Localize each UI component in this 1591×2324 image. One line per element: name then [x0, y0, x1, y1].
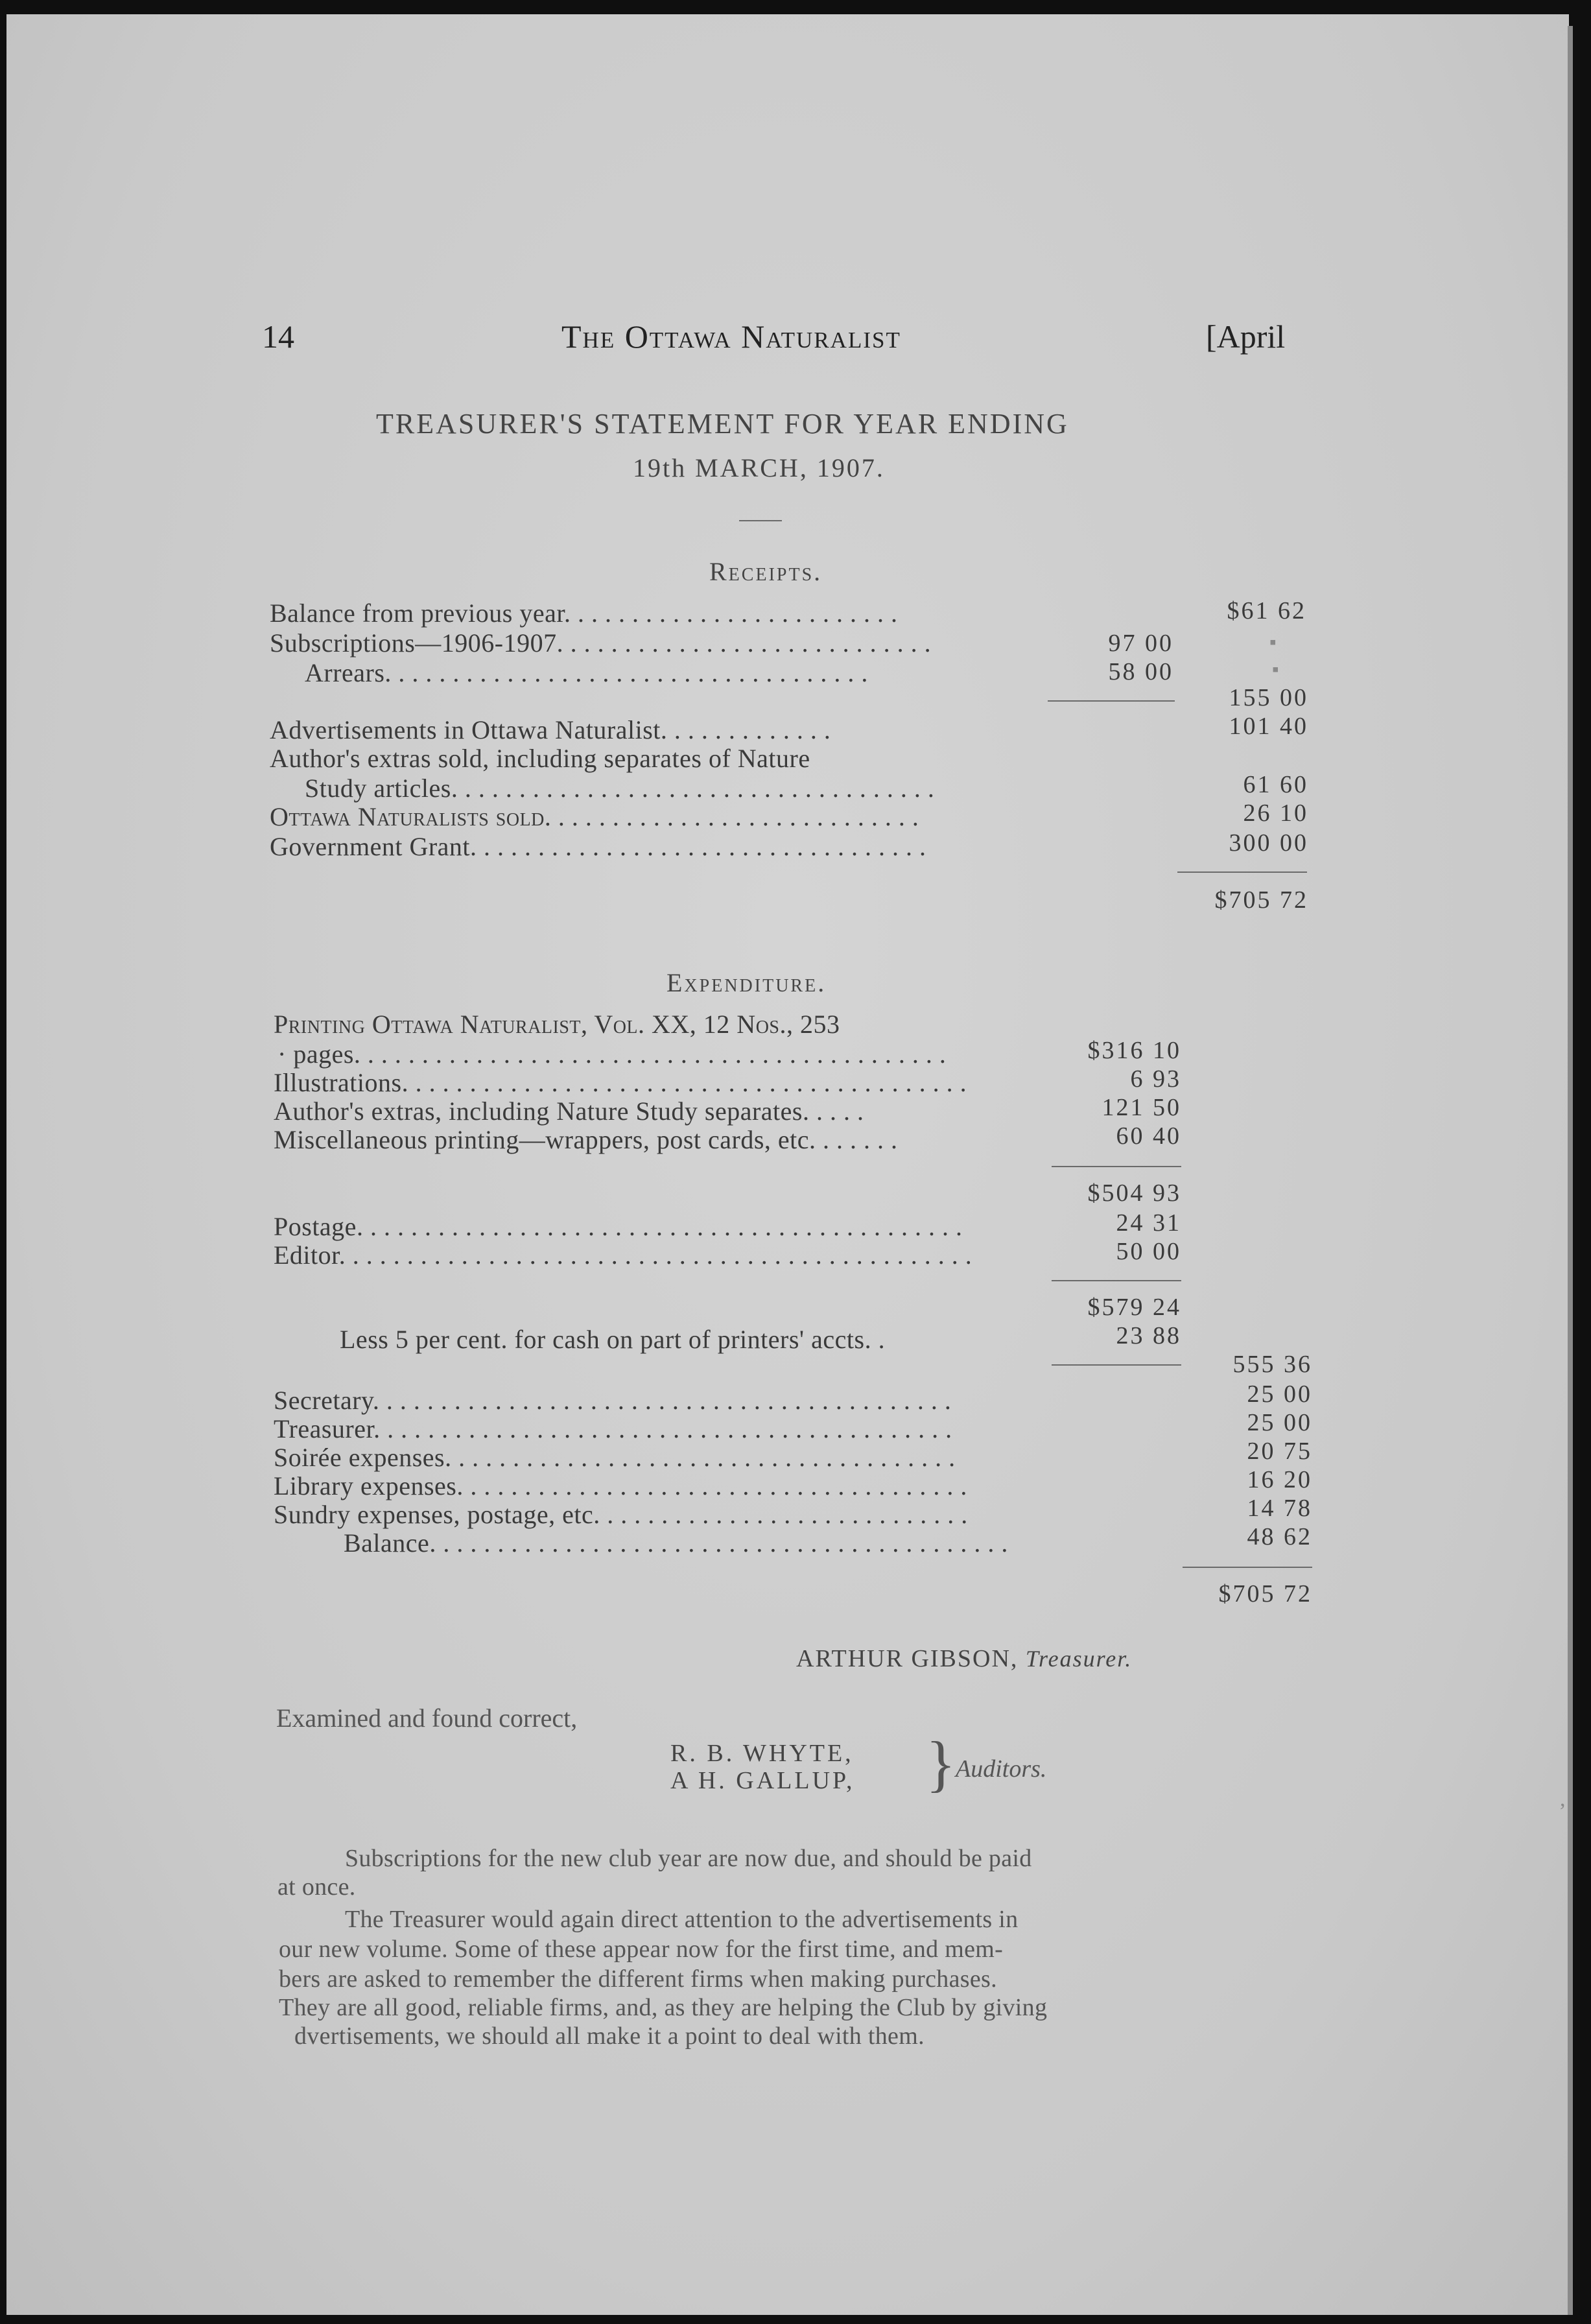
expense-amount: 25 00: [1247, 1381, 1312, 1408]
receipt-row-label: Arrears. . . . . . . . . . . . . . . . . . . . . . . . . . . . . . . . . . . .: [305, 658, 868, 687]
expense-subamount: 6 93: [1130, 1065, 1181, 1093]
receipt-row-label: Author's extras sold, including separates of Nature: [270, 744, 810, 773]
expense-subamount: 121 50: [1102, 1094, 1181, 1121]
note-advertisements-line: The Treasurer would again direct attention to the advertisements in: [345, 1906, 1019, 1933]
expense-row-label: Sundry expenses, postage, etc. . . . . . . . . . . . . . . . . . . . . . . . . . . .: [274, 1500, 968, 1529]
expense-subamount: 60 40: [1116, 1122, 1181, 1150]
book-page: [6, 14, 1569, 2315]
note-subscriptions-line: at once.: [277, 1873, 356, 1901]
subtotal-rule: [1052, 1280, 1181, 1281]
expense-subamount: 24 31: [1116, 1209, 1181, 1237]
receipt-row-label: Subscriptions—1906-1907. . . . . . . . . . . . . . . . . . . . . . . . . . . .: [270, 628, 932, 658]
expense-row-label: Treasurer. . . . . . . . . . . . . . . . . . . . . . . . . . . . . . . . . . . . . . . . . . .: [274, 1414, 952, 1443]
expense-row-label: Balance. . . . . . . . . . . . . . . . . . . . . . . . . . . . . . . . . . . . . . . . . . .: [344, 1528, 1008, 1558]
expense-row-label: · pages. . . . . . . . . . . . . . . . . . . . . . . . . . . . . . . . . . . . . . . . . . . .: [277, 1039, 947, 1069]
receipt-subamount: 58 00: [1108, 658, 1173, 685]
total-rule: [1183, 1567, 1312, 1568]
treasurer-signature: [796, 1644, 1132, 1673]
total-rule: [1177, 872, 1307, 873]
expense-subamount: $316 10: [1087, 1037, 1181, 1064]
note-subscriptions-line: Subscriptions for the new club year are now due, and should be paid: [345, 1845, 1032, 1872]
expense-row-label: Secretary. . . . . . . . . . . . . . . . . . . . . . . . . . . . . . . . . . . . . . . . . . .: [274, 1386, 952, 1415]
expense-amount: 14 78: [1247, 1495, 1312, 1522]
note-advertisements-line: They are all good, reliable firms, and, as they are helping the Club by giving: [279, 1994, 1048, 2021]
auditor-name: A H. GALLUP,: [670, 1767, 855, 1794]
subtotal-rule: [1052, 1166, 1181, 1167]
receipt-row-label: Study articles. . . . . . . . . . . . . . . . . . . . . . . . . . . . . . . . . . . .: [305, 774, 935, 803]
auditor-name: R. B. WHYTE,: [670, 1740, 854, 1767]
expense-row-label: Illustrations. . . . . . . . . . . . . . . . . . . . . . . . . . . . . . . . . . . . . . . . . .: [274, 1068, 967, 1097]
receipt-amount: $61 62: [1227, 597, 1306, 624]
receipts-total: $705 72: [1214, 886, 1308, 914]
receipts-heading: Receipts.: [709, 557, 823, 586]
expense-row-label: Miscellaneous printing—wrappers, post cards, etc. . . . . . .: [274, 1125, 898, 1154]
subtotal-rule: [1052, 1364, 1181, 1366]
page-spine-edge: [1568, 26, 1573, 2315]
margin-mark: ,: [1560, 1787, 1566, 1811]
expense-row-label: Printing Ottawa Naturalist, Vol. XX, 12 Nos., 253: [274, 1010, 840, 1039]
expense-row-label: Editor. . . . . . . . . . . . . . . . . . . . . . . . . . . . . . . . . . . . . . . . . . . . . . .: [274, 1240, 972, 1270]
expense-amount: 20 75: [1247, 1438, 1312, 1465]
audit-intro: Examined and found correct,: [276, 1703, 578, 1733]
expense-amount: 555 36: [1232, 1351, 1312, 1378]
receipt-amount: 155 00: [1229, 684, 1308, 711]
treasurer-name: ARTHUR GIBSON,: [796, 1645, 1019, 1672]
subtotal-rule: [1048, 700, 1175, 702]
receipt-amount: 26 10: [1243, 800, 1308, 827]
ink-blot: ▪: [1269, 632, 1277, 653]
discount-amount: 23 88: [1116, 1322, 1181, 1349]
statement-date: 19th MARCH, 1907.: [633, 453, 885, 482]
expense-row-label: Soirée expenses. . . . . . . . . . . . . . . . . . . . . . . . . . . . . . . . . . . . . .: [274, 1443, 956, 1472]
receipt-amount: 101 40: [1229, 713, 1308, 740]
receipt-row-label: Government Grant. . . . . . . . . . . . . . . . . . . . . . . . . . . . . . . . . .: [270, 832, 926, 861]
statement-title: TREASURER'S STATEMENT FOR YEAR ENDING: [376, 408, 1069, 440]
expense-row-label: Library expenses. . . . . . . . . . . . . . . . . . . . . . . . . . . . . . . . . . . . . .: [274, 1471, 967, 1500]
expense-subtotal: $504 93: [1087, 1180, 1181, 1207]
expense-amount: 16 20: [1247, 1466, 1312, 1493]
expenditure-total: $705 72: [1218, 1580, 1312, 1607]
expense-amount: 25 00: [1247, 1409, 1312, 1436]
receipt-row-label: Balance from previous year. . . . . . . . . . . . . . . . . . . . . . . . .: [270, 599, 898, 628]
expense-row-label: Author's extras, including Nature Study separates. . . . .: [274, 1097, 864, 1126]
issue-month: [April: [1206, 318, 1286, 355]
expense-subtotal: $579 24: [1087, 1294, 1181, 1321]
receipt-subamount: 97 00: [1108, 630, 1173, 657]
note-advertisements-line: dvertisements, we should all make it a point to deal with them.: [294, 2022, 925, 2050]
note-advertisements-line: bers are asked to remember the different firms when making purchases.: [279, 1965, 997, 1993]
receipt-row-label: Ottawa Naturalists sold. . . . . . . . . . . . . . . . . . . . . . . . . . . .: [270, 802, 919, 831]
page-number: 14: [262, 318, 294, 355]
expense-subamount: 50 00: [1116, 1238, 1181, 1265]
journal-title: The Ottawa Naturalist: [561, 318, 901, 355]
receipt-amount: 61 60: [1243, 771, 1308, 798]
title-divider: [739, 520, 782, 521]
expense-row-label: Postage. . . . . . . . . . . . . . . . . . . . . . . . . . . . . . . . . . . . . . . . . . . . .: [274, 1212, 963, 1241]
note-advertisements-line: our new volume. Some of these appear now for the first time, and mem-: [279, 1936, 1004, 1963]
discount-label: Less 5 per cent. for cash on part of printers' accts. .: [340, 1325, 886, 1354]
treasurer-role: Treasurer.: [1025, 1646, 1133, 1672]
ink-blot: ▪: [1272, 659, 1279, 680]
auditor-brace: }: [926, 1729, 956, 1798]
receipt-amount: 300 00: [1229, 829, 1308, 857]
expenditure-heading: Expenditure.: [666, 968, 827, 997]
auditors-label: Auditors.: [956, 1755, 1047, 1783]
expense-amount: 48 62: [1247, 1523, 1312, 1550]
receipt-row-label: Advertisements in Ottawa Naturalist. . . . . . . . . . . . .: [270, 715, 831, 744]
